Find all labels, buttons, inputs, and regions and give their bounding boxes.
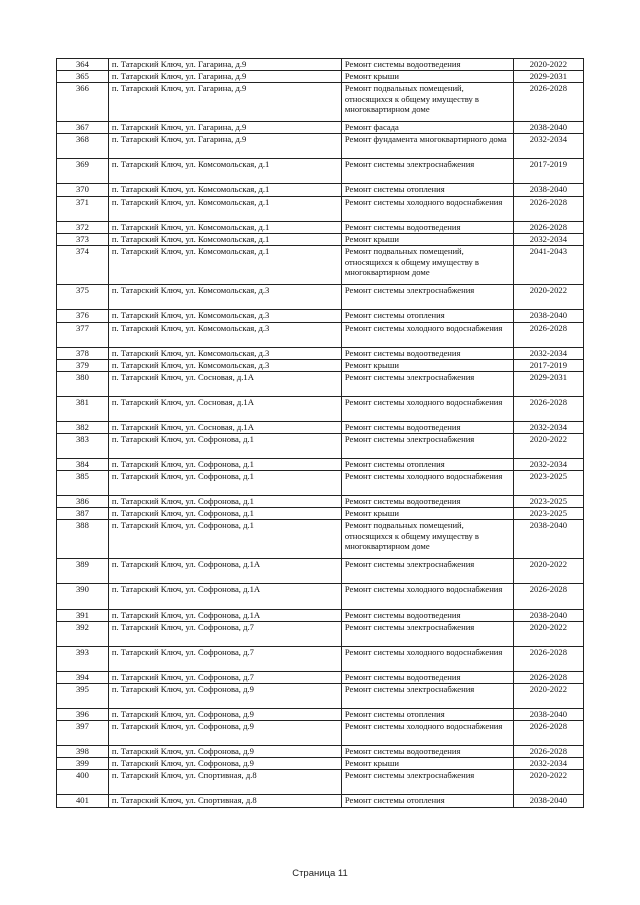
table-row (57, 434, 584, 459)
row-period: 2038-2040 (513, 122, 583, 134)
row-address: п. Татарский Ключ, ул. Комсомольская, д.1 (108, 184, 341, 197)
table-row (57, 672, 584, 684)
table-row (57, 795, 584, 808)
table-row (57, 310, 584, 323)
row-period: 2023-2025 (513, 496, 583, 508)
row-period: 2017-2019 (513, 159, 583, 184)
row-work-type: Ремонт системы холодного водоснабжения (341, 197, 513, 222)
table-row (57, 59, 584, 71)
row-number: 378 (57, 348, 109, 360)
table-row (57, 459, 584, 471)
row-work-type: Ремонт системы холодного водоснабжения (341, 721, 513, 746)
row-number: 396 (57, 709, 109, 721)
table-row (57, 83, 584, 122)
row-work-type: Ремонт системы водоотведения (341, 422, 513, 434)
row-address: п. Татарский Ключ, ул. Комсомольская, д.3 (108, 360, 341, 372)
row-work-type: Ремонт системы электроснабжения (341, 622, 513, 647)
row-address: п. Татарский Ключ, ул. Спортивная, д.8 (108, 770, 341, 795)
row-number: 371 (57, 197, 109, 222)
row-work-type: Ремонт фундамента многоквартирного дома (341, 134, 513, 159)
row-work-type: Ремонт системы электроснабжения (341, 372, 513, 397)
row-period: 2032-2034 (513, 422, 583, 434)
row-address: п. Татарский Ключ, ул. Сосновая, д.1А (108, 422, 341, 434)
row-address: п. Татарский Ключ, ул. Гагарина, д.9 (108, 122, 341, 134)
row-period: 2026-2028 (513, 222, 583, 234)
row-number: 384 (57, 459, 109, 471)
row-number: 385 (57, 471, 109, 496)
row-number: 395 (57, 684, 109, 709)
table-row (57, 559, 584, 584)
table-row (57, 709, 584, 721)
row-work-type: Ремонт системы электроснабжения (341, 159, 513, 184)
row-period: 2029-2031 (513, 71, 583, 83)
table-row (57, 122, 584, 134)
row-period: 2020-2022 (513, 434, 583, 459)
row-work-type: Ремонт крыши (341, 234, 513, 246)
table-row (57, 496, 584, 508)
row-period: 2038-2040 (513, 310, 583, 323)
row-period: 2038-2040 (513, 184, 583, 197)
row-number: 390 (57, 584, 109, 610)
row-address: п. Татарский Ключ, ул. Гагарина, д.9 (108, 83, 341, 122)
row-work-type: Ремонт подвальных помещений, относящихся к общему имуществу в многоквартирном доме (341, 246, 513, 285)
row-address: п. Татарский Ключ, ул. Софронова, д.1 (108, 520, 341, 559)
table-row (57, 647, 584, 672)
row-number: 382 (57, 422, 109, 434)
row-address: п. Татарский Ключ, ул. Софронова, д.1А (108, 559, 341, 584)
row-address: п. Татарский Ключ, ул. Софронова, д.1 (108, 459, 341, 471)
row-address: п. Татарский Ключ, ул. Софронова, д.9 (108, 721, 341, 746)
row-address: п. Татарский Ключ, ул. Комсомольская, д.3 (108, 310, 341, 323)
table-row (57, 508, 584, 520)
table-row (57, 584, 584, 610)
row-number: 370 (57, 184, 109, 197)
row-number: 381 (57, 397, 109, 422)
row-number: 400 (57, 770, 109, 795)
row-number: 375 (57, 285, 109, 310)
row-number: 368 (57, 134, 109, 159)
table-row (57, 197, 584, 222)
row-number: 389 (57, 559, 109, 584)
row-period: 2026-2028 (513, 721, 583, 746)
page-footer: Страница 11 (292, 868, 348, 879)
row-period: 2038-2040 (513, 795, 583, 808)
row-work-type: Ремонт системы холодного водоснабжения (341, 323, 513, 348)
row-address: п. Татарский Ключ, ул. Комсомольская, д.1 (108, 159, 341, 184)
row-work-type: Ремонт системы холодного водоснабжения (341, 584, 513, 610)
row-period: 2026-2028 (513, 397, 583, 422)
table-row (57, 721, 584, 746)
row-work-type: Ремонт подвальных помещений, относящихся к общему имуществу в многоквартирном доме (341, 83, 513, 122)
table-row (57, 422, 584, 434)
row-number: 379 (57, 360, 109, 372)
table-row (57, 397, 584, 422)
row-number: 387 (57, 508, 109, 520)
row-number: 386 (57, 496, 109, 508)
row-period: 2026-2028 (513, 647, 583, 672)
row-work-type: Ремонт крыши (341, 360, 513, 372)
repair-schedule-table (56, 58, 584, 808)
row-work-type: Ремонт системы холодного водоснабжения (341, 471, 513, 496)
row-address: п. Татарский Ключ, ул. Софронова, д.1 (108, 434, 341, 459)
row-work-type: Ремонт подвальных помещений, относящихся к общему имуществу в многоквартирном доме (341, 520, 513, 559)
row-address: п. Татарский Ключ, ул. Софронова, д.9 (108, 684, 341, 709)
row-address: п. Татарский Ключ, ул. Гагарина, д.9 (108, 59, 341, 71)
row-period: 2026-2028 (513, 197, 583, 222)
row-address: п. Татарский Ключ, ул. Комсомольская, д.3 (108, 323, 341, 348)
row-address: п. Татарский Ключ, ул. Софронова, д.1 (108, 496, 341, 508)
row-work-type: Ремонт системы водоотведения (341, 746, 513, 758)
row-period: 2020-2022 (513, 59, 583, 71)
row-address: п. Татарский Ключ, ул. Софронова, д.7 (108, 647, 341, 672)
table-row (57, 758, 584, 770)
row-number: 397 (57, 721, 109, 746)
table-row (57, 684, 584, 709)
row-number: 376 (57, 310, 109, 323)
table-row (57, 746, 584, 758)
table-row (57, 285, 584, 310)
row-number: 364 (57, 59, 109, 71)
table-row (57, 348, 584, 360)
row-number: 401 (57, 795, 109, 808)
row-address: п. Татарский Ключ, ул. Софронова, д.9 (108, 709, 341, 721)
row-address: п. Татарский Ключ, ул. Софронова, д.1 (108, 508, 341, 520)
row-work-type: Ремонт системы водоотведения (341, 672, 513, 684)
row-work-type: Ремонт системы водоотведения (341, 222, 513, 234)
row-number: 394 (57, 672, 109, 684)
row-period: 2038-2040 (513, 610, 583, 622)
row-period: 2038-2040 (513, 709, 583, 721)
row-work-type: Ремонт системы холодного водоснабжения (341, 397, 513, 422)
row-number: 392 (57, 622, 109, 647)
row-work-type: Ремонт крыши (341, 758, 513, 770)
row-period: 2032-2034 (513, 348, 583, 360)
row-period: 2038-2040 (513, 520, 583, 559)
table-row (57, 323, 584, 348)
row-period: 2029-2031 (513, 372, 583, 397)
row-work-type: Ремонт системы водоотведения (341, 496, 513, 508)
row-period: 2026-2028 (513, 672, 583, 684)
row-address: п. Татарский Ключ, ул. Софронова, д.7 (108, 672, 341, 684)
table-row (57, 622, 584, 647)
row-period: 2020-2022 (513, 285, 583, 310)
row-number: 374 (57, 246, 109, 285)
row-period: 2020-2022 (513, 770, 583, 795)
row-address: п. Татарский Ключ, ул. Софронова, д.1А (108, 584, 341, 610)
row-address: п. Татарский Ключ, ул. Сосновая, д.1А (108, 372, 341, 397)
row-address: п. Татарский Ключ, ул. Комсомольская, д.3 (108, 285, 341, 310)
row-work-type: Ремонт системы электроснабжения (341, 285, 513, 310)
row-address: п. Татарский Ключ, ул. Комсомольская, д.1 (108, 246, 341, 285)
table-row (57, 159, 584, 184)
row-address: п. Татарский Ключ, ул. Софронова, д.7 (108, 622, 341, 647)
table-row (57, 372, 584, 397)
row-address: п. Татарский Ключ, ул. Софронова, д.9 (108, 746, 341, 758)
row-period: 2023-2025 (513, 471, 583, 496)
table-body (57, 59, 584, 808)
row-period: 2017-2019 (513, 360, 583, 372)
table-row (57, 770, 584, 795)
row-work-type: Ремонт системы водоотведения (341, 610, 513, 622)
row-period: 2020-2022 (513, 622, 583, 647)
row-address: п. Татарский Ключ, ул. Комсомольская, д.1 (108, 234, 341, 246)
row-number: 367 (57, 122, 109, 134)
row-address: п. Татарский Ключ, ул. Софронова, д.1А (108, 610, 341, 622)
row-work-type: Ремонт крыши (341, 508, 513, 520)
table-row (57, 134, 584, 159)
row-period: 2032-2034 (513, 234, 583, 246)
row-period: 2020-2022 (513, 684, 583, 709)
row-number: 380 (57, 372, 109, 397)
row-address: п. Татарский Ключ, ул. Комсомольская, д.1 (108, 222, 341, 234)
row-work-type: Ремонт системы водоотведения (341, 348, 513, 360)
row-number: 369 (57, 159, 109, 184)
row-address: п. Татарский Ключ, ул. Гагарина, д.9 (108, 134, 341, 159)
row-period: 2041-2043 (513, 246, 583, 285)
row-work-type: Ремонт системы водоотведения (341, 59, 513, 71)
row-work-type: Ремонт системы электроснабжения (341, 684, 513, 709)
row-work-type: Ремонт фасада (341, 122, 513, 134)
row-number: 383 (57, 434, 109, 459)
table-row (57, 246, 584, 285)
table-row (57, 222, 584, 234)
row-number: 398 (57, 746, 109, 758)
row-number: 391 (57, 610, 109, 622)
table-row (57, 184, 584, 197)
row-work-type: Ремонт системы отопления (341, 184, 513, 197)
row-address: п. Татарский Ключ, ул. Комсомольская, д.3 (108, 348, 341, 360)
table-row (57, 471, 584, 496)
row-period: 2032-2034 (513, 758, 583, 770)
table-row (57, 234, 584, 246)
row-number: 366 (57, 83, 109, 122)
row-address: п. Татарский Ключ, ул. Спортивная, д.8 (108, 795, 341, 808)
row-period: 2020-2022 (513, 559, 583, 584)
row-work-type: Ремонт системы электроснабжения (341, 770, 513, 795)
row-address: п. Татарский Ключ, ул. Софронова, д.1 (108, 471, 341, 496)
row-period: 2026-2028 (513, 83, 583, 122)
row-work-type: Ремонт системы отопления (341, 709, 513, 721)
row-number: 377 (57, 323, 109, 348)
row-period: 2032-2034 (513, 134, 583, 159)
row-period: 2032-2034 (513, 459, 583, 471)
row-period: 2026-2028 (513, 323, 583, 348)
row-work-type: Ремонт системы отопления (341, 795, 513, 808)
table-row (57, 610, 584, 622)
row-work-type: Ремонт системы электроснабжения (341, 434, 513, 459)
row-period: 2026-2028 (513, 584, 583, 610)
table-row (57, 520, 584, 559)
row-work-type: Ремонт системы холодного водоснабжения (341, 647, 513, 672)
row-address: п. Татарский Ключ, ул. Комсомольская, д.1 (108, 197, 341, 222)
table-row (57, 360, 584, 372)
row-number: 399 (57, 758, 109, 770)
row-address: п. Татарский Ключ, ул. Сосновая, д.1А (108, 397, 341, 422)
row-number: 365 (57, 71, 109, 83)
row-address: п. Татарский Ключ, ул. Гагарина, д.9 (108, 71, 341, 83)
row-number: 388 (57, 520, 109, 559)
row-address: п. Татарский Ключ, ул. Софронова, д.9 (108, 758, 341, 770)
row-work-type: Ремонт системы электроснабжения (341, 559, 513, 584)
table-row (57, 71, 584, 83)
row-number: 373 (57, 234, 109, 246)
row-work-type: Ремонт крыши (341, 71, 513, 83)
row-period: 2023-2025 (513, 508, 583, 520)
row-number: 372 (57, 222, 109, 234)
row-work-type: Ремонт системы отопления (341, 459, 513, 471)
row-period: 2026-2028 (513, 746, 583, 758)
row-number: 393 (57, 647, 109, 672)
row-work-type: Ремонт системы отопления (341, 310, 513, 323)
